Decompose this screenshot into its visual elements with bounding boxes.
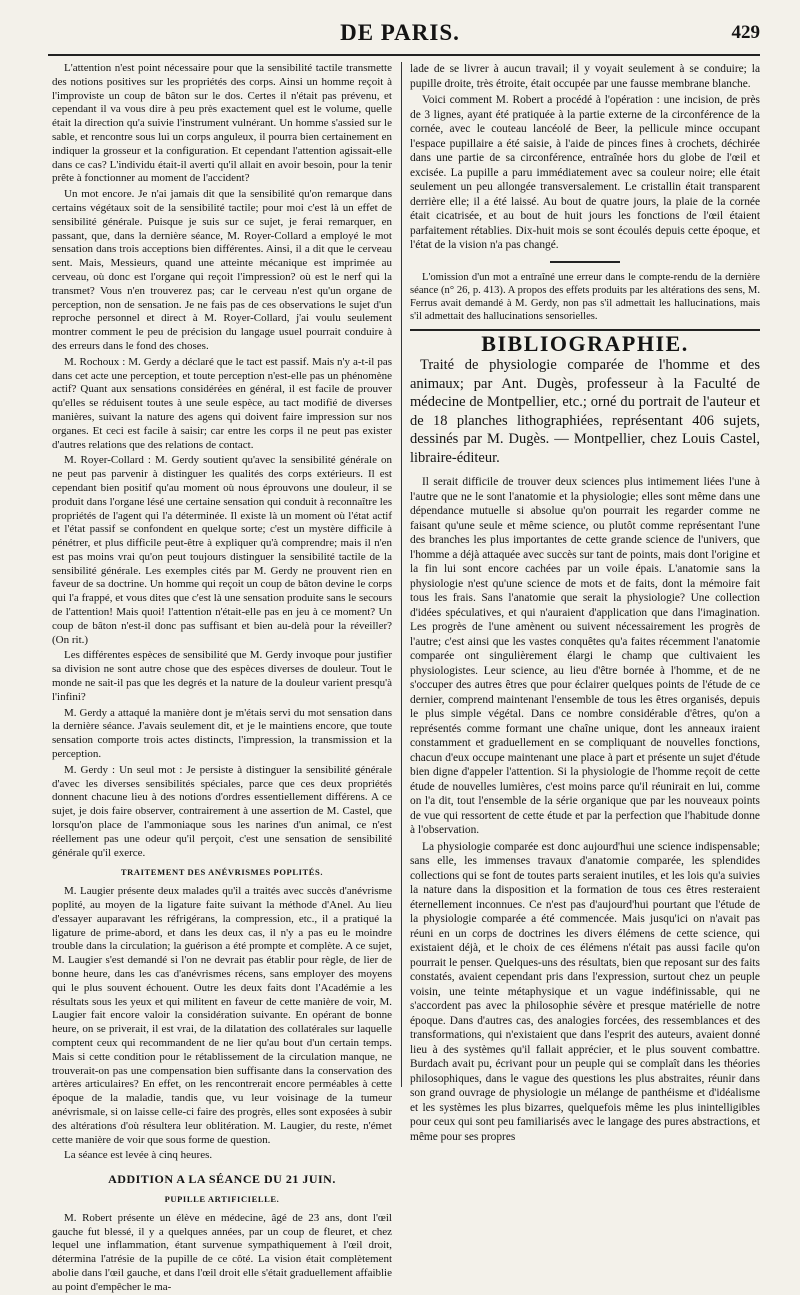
header-rule	[48, 54, 760, 56]
addition-title: ADDITION A LA SÉANCE DU 21 JUIN.	[108, 1172, 336, 1187]
paragraph: lade de se livrer à aucun travail; il y voyait seulement à se conduire; la pupille droite, très étroite, était occupée par une fausse membrane blanche.	[410, 63, 760, 90]
right-column	[410, 62, 760, 1143]
page-header	[0, 16, 800, 56]
running-title: DE PARIS.	[340, 20, 460, 45]
paragraph: La séance est levée à cinq heures.	[64, 1149, 213, 1162]
paragraph: L'attention n'est point nécessaire pour que la sensibilité tactile transmette des notions positives sur les propriétés des corps. Ainsi un homme reçoit à l'improviste un coup de bâton sur le dos. Certes il n'était pas prévenu, et cependant il va vous dire à peu près exactement quel est le volume, quelle était la direction qu'a suivie l'instrument vulnérant. Un homme s'assied sur le sable, et rencontre sous lui un corps anguleux, il pourra bien certainement en indiquer la grosseur et la configuration. Et cependant l'attention agissait-elle dans ce cas? L'individu était-il averti qu'il allait en avoir besoin, pour la tenir prête à fonctionner au moment de l'accident?	[52, 62, 392, 185]
paragraph: M. Rochoux : M. Gerdy a déclaré que le tact est passif. Mais n'y a-t-il pas dans cet acte une perception, et toute perception n'est-elle pas un phénomène actif? Quant aux sensations considérées en général, il est facile de prouver qu'elles se réduisent toutes à une seule espèce, au tact modifié de diverses manières, suivant la nature des agens qui doivent faire impression sur nos organes. Et ceci est facile à saisir; car entre les corps il ne peut pas exister d'autres relations que des relations de contact.	[52, 355, 392, 451]
paragraph: M. Gerdy : Un seul mot : Je persiste à distinguer la sensibilité générale d'avec les diverses sensibilités spéciales, parce que ces deux propriétés donnent chacune lieu à des notions d'ordres essentiellement différens. A ce sujet, je dois faire observer, contrairement à une assertion de M. Castel, que lorsqu'on place de l'ammoniaque sous les narines d'un animal, ce n'est réellement pas une odeur qu'il perçoit, c'est une sensation de sensibilité générale qu'il exerce.	[52, 763, 392, 859]
debate-paragraphs	[52, 62, 392, 860]
paragraph: L'omission d'un mot a entraîné une erreur dans le compte-rendu de la dernière séance (n° 26, p. 413). A propos des effets produits par les altérations des sens, M. Ferrus avait demandé à M. Gerdy, non pas s'il admettait les hallucinations, mais s'il admettait des hallucinations sensorielles.	[410, 271, 760, 322]
short-rule	[550, 261, 620, 263]
pupil-paragraph-block	[52, 1212, 392, 1295]
left-column	[52, 62, 392, 1293]
paragraph: M. Laugier présente deux malades qu'il a traités avec succès d'anévrisme poplité, au moyen de la ligature faite suivant la méthode d'Anel. Au lieu d'essayer auparavant les réfrigérans, la compression, etc., il a pratiqué la ligature de prime-abord, et dans les deux cas, il n'y a pas eu le moindre trouble dans la circulation; la guérison a été prompte et complète. A ce sujet, M. Laugier s'est demandé si l'on ne devrait pas établir pour règle, de lier de bonne heure, dans les cas d'anévrismes récens, sans employer des moyens qui le plus souvent échouent. Outre les deux faits dont l'Académie a les résultats sous les yeux et qui militent en faveur de cette manière de voir, M. Laugier fait encore valoir la considération suivante. En opérant de bonne heure, on se priverait, il est vrai, de la dilatation des collatérales sur laquelle comptent ceux qui recommandent de ne lier qu'au bout d'un certain temps. Mais si cette condition pour le rétablissement de la circulation manque, ne trouverait-on pas une compensation bien suffisante dans la conservation des artères articulaires? En effet, on les rencontrerait encore perméables à cette époque de la maladie, tandis que, vu leur voisinage de la tumeur anévrismale, si on laisse celle-ci faire des progrès, elles sont exposées à subir des altérations d'où résultera leur oblitération. M. Laugier, du reste, n'émet cette manière de voir que sous forme de question.	[52, 885, 392, 1146]
page-number: 429	[731, 22, 760, 43]
paragraph: M. Royer-Collard : M. Gerdy soutient qu'avec la sensibilité générale on ne peut pas parvenir à distinguer les qualités des corps extérieurs. Il est cependant bien positif qu'au moment où nous éprouvons une douleur, il se produit dans l'organe lésé une certaine sensation qui conduit à reconnaître les propriétés de l'agent qui l'a déterminée. Il existe là un moment où l'état actif et l'état passif se confondent en quelque sorte; c'est un mystère difficile à pénétrer, et plus difficile peut-être à expliquer qu'à comprendre; mais il n'en est pas moins vrai qu'on peut toujours distinguer la sensibilité tactile de la sensibilité générale. Les exemples cités par M. Gerdy ne prouvent rien en faveur de sa doctrine. Un homme qui reçoit un coup de bâton devine le corps qui l'a frappé, et vous dites que c'est là une sensation produite sans le secours de l'attention! Mais quoi! l'attention n'était-elle pas en jeu à ce moment? Un coup de bâton n'est-il donc pas suffisant et bien au-delà pour la réveiller? (On rit.)	[52, 454, 392, 646]
section-title-aneurysms: TRAITEMENT DES ANÉVRISMES POPLITÉS.	[120, 867, 324, 878]
review-paragraphs	[410, 475, 760, 1144]
paragraph: M. Gerdy a attaqué la manière dont je m'étais servi du mot sensation dans la dernière séance. J'avais seulement dit, et je le maintiens encore, que toute sensation comporte trois actes distincts, l'impression, la transmission et la perception.	[52, 706, 392, 761]
column-divider	[401, 62, 402, 1087]
paragraph: Voici comment M. Robert a procédé à l'opération : une incision, de près de 3 lignes, ayant été pratiquée à la partie externe de la circonférence de la cornée, avec le couteau lancéolé de Beer, la pellicule mince occupant l'espace pupillaire a été saisie, à l'aide de pinces fines à crochets, déchirée dans une partie de sa circonférence, entraînée hors du globe de l'œil et excisée. La pupille a paru immédiatement avec sa couleur noire; elle était seulement un peu allongée transversalement. Le cristallin était transparent derrière elle; il a été laissé. Au bout de quatre jours, la plaie de la cornée était cicatrisée, et au bout de huit jours les fonctions de l'œil étaient parfaitement rétablies. Dix-huit mois se sont écoulés depuis cette époque, et l'état de la vision n'a pas changé.	[410, 94, 760, 251]
paragraph: M. Robert présente un élève en médecine, âgé de 23 ans, dont l'œil gauche fut blessé, il y a quelques années, par un coup de fleuret, et chez lequel une inflammation, étant survenue sympathiquement à l'œil droit, détermina l'atrésie de la pupille de ce côté. La vision était complètement abolie dans l'œil gauche, et dans l'œil droit elle s'était graduellement affaiblie au point d'empêcher le ma-	[52, 1211, 392, 1293]
paragraph: La physiologie comparée est donc aujourd'hui une science indispensable; sans elle, les immenses travaux d'anatomie comparée, les splendides collections qui se font de toutes parts seraient inutiles, et les lois qu'a suivies la nature dans la disposition et la formation de tous ces êtres resteraient éternellement inconnues. Ce n'est pas d'aujourd'hui pourtant que l'étude de la physiologie comparée a été commencée. Mais jusqu'ici on n'avait pas réuni en un corps de doctrines les divers élémens de cette science, qui existaient déjà, et le choix de ces élémens n'était pas aussi facile qu'on pourrait le penser. Quelques-uns des résultats, bien que reposant sur des faits constatés, avaient cependant pris dans l'expression, surtout chez un peuple voisin, une teinte métaphysique et un vague indéfinissable, qui ne s'accordent pas avec la philosophie sévère et presque matérielle de notre époque. Dans d'autres cas, des analogies forcées, des ressemblances et des transformations, qui n'existaient que dans l'esprit des auteurs, avaient donné lieu à des systèmes qu'il fallait apprécier, et le plus souvent combattre. Burdach avait pu, écrivant pour un peuple qui se complaît dans les théories philosophiques, dans le vague des questions les plus abstraites, réunir dans son grand ouvrage de physiologie un mélange de panthéisme et d'idéalisme et les systèmes les plus bizarres, quelquefois même les plus inintelligibles pour ceux qui sont peu familiarisés avec le langage des pures abstractions, et même pour ses propres	[410, 840, 760, 1143]
bibliography-title: BIBLIOGRAPHIE.	[481, 330, 689, 356]
aneurysm-paragraphs	[52, 885, 392, 1163]
erratum-note	[410, 271, 760, 323]
paragraph: Un mot encore. Je n'ai jamais dit que la sensibilité qu'on remarque dans certains végétaux soit de la sensibilité tactile; pour moi c'est là un effet de sensibilité générale. Puisque je suis sur ce sujet, je ferai remarquer, en passant, que, dans la dernière séance, M. Royer-Collard a employé le mot sensation dans trois acceptions bien différentes. Ainsi, il a dit que le cerveau sent. Mais, Messieurs, quand une atteinte mécanique est imprimée au cerveau, où donc est l'organe qui reçoit l'impression? où est le nerf qui la transmet? Vous n'en trouverez pas; car le cerveau n'est qu'un organe de perception, non de sensation. Je ne fais pas de ces observations le sujet d'un reproche personnel et direct à M. Royer-Collard, j'ai voulu seulement montrer comment le peu de précision du langage usuel pourrait conduire à des erreurs dans le fond des choses.	[52, 188, 392, 352]
addition-subtitle: PUPILLE ARTIFICIELLE.	[164, 1193, 280, 1204]
pupil-continuation	[410, 62, 760, 253]
paragraph: Les différentes espèces de sensibilité que M. Gerdy invoque pour justifier sa division ne sont autre chose que des espèces diverses de douleur. Tout le monde ne sait-il pas que les degrés et la nature de la douleur varient presqu'à l'infini?	[52, 649, 392, 703]
book-reference: Traité de physiologie comparée de l'homme et des animaux; par Ant. Dugès, professeur à la Faculté de médecine de Montpellier, etc.; orné du portrait de l'auteur et de 18 planches lithographiées, représentant 406 sujets, dessinés par M. Dugès. — Montpellier, chez Louis Castel, libraire-éditeur.	[410, 357, 760, 466]
paragraph: Il serait difficile de trouver deux sciences plus intimement liées l'une à l'autre que ne le sont l'anatomie et la physiologie; elles sont même dans une dépendance mutuelle si absolue qu'on pourrait les regarder comme ne faisant qu'une seule et même science, ou plutôt comme représentant l'une des branches les plus importantes de cette grande science de l'univers, que l'homme a déjà attaquée avec succès sur tant de points, mais dont l'origine et la fin lui sont encore cachées par un voile épais. L'anatomie sans la physiologie n'est qu'une science de mots et de faits, dont la mémoire fait tous les frais. Sans l'anatomie que serait la physiologie? Une collection d'idées spéculatives, et qui n'auraient d'application que dans l'imagination. Les progrès de l'une amènent ou suivent nécessairement les progrès de l'autre; c'est ainsi que les vastes conquêtes qu'a faites récemment l'anatomie comparée ont singulièrement élargi le champ que cultivaient les physiologistes. Leur science, au lieu d'être bornée à l'homme, et de ne s'occuper des autres êtres que pour éclairer quelques points de l'étude de ce dernier, comprend maintenant l'ensemble de tous les êtres organisés, depuis le plus simple végétal. Dans ce nombre considérable d'êtres, qu'on a représentés comme formant une chaîne unique, dont les anneaux iraient constamment et graduellement en se compliquant de nouvelles fonctions, chacun d'eux occupe maintenant une place à part et présente un sujet d'étude bien digne d'appeler l'attention. Si la physiologie de l'homme reçoit de cette étude de nouvelles lumières, c'est moins parce qu'il réunirait en lui, comme on l'a dit, tout l'ensemble de la série organique que par les nouveaux points de vue qui ressortent de cette étude et par la perfection que l'habitude donne à l'observation.	[410, 476, 760, 837]
